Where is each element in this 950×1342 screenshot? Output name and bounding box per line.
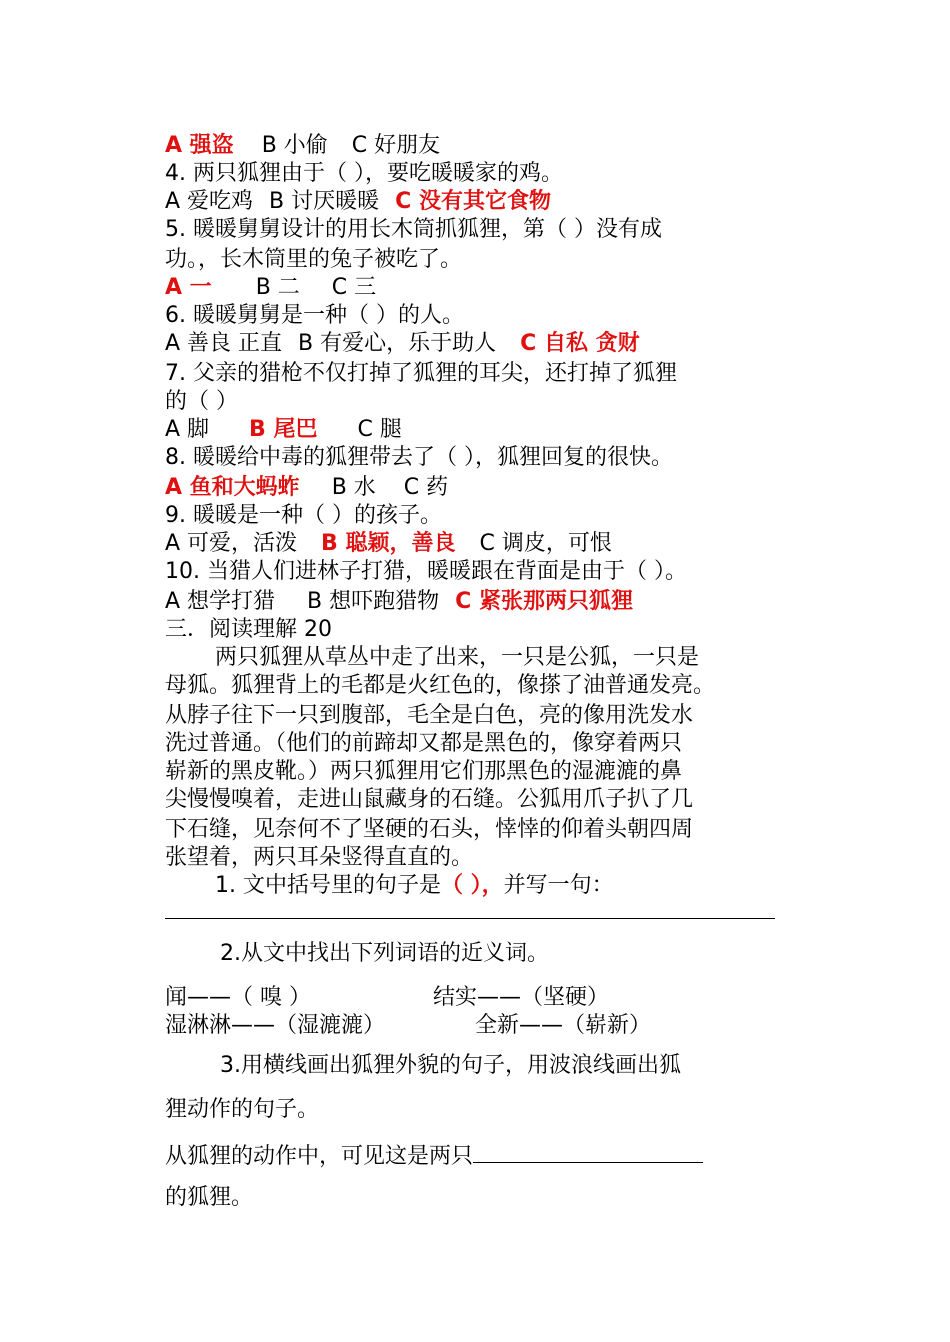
reading-q1-stem: 1. 文中括号里的句子是 [215, 873, 441, 898]
reading-q2-stem: 2.从文中找出下列词语的近义词。 [220, 941, 549, 966]
q5-option-c: C 三 [331, 275, 377, 300]
q4-option-b: B 讨厌暖暖 [269, 189, 380, 214]
passage-line: 从脖子往下一只到腹部，毛全是白色，亮的像用洗发水 [165, 703, 694, 728]
q5-stem-line1: 5. 暖暖舅舅设计的用长木筒抓狐狸，第（ ）没有成 [165, 217, 662, 242]
q8-option-b: B 水 [331, 475, 376, 500]
synonym-pair: 结实——（坚硬） [433, 985, 610, 1010]
q10-option-a: A 想学打猎 [165, 589, 276, 614]
q7-option-a: A 脚 [165, 417, 210, 442]
answer-blank[interactable] [473, 1140, 703, 1163]
q5-option-b: B 二 [255, 275, 300, 300]
reading-q3-stem-line2: 狸动作的句子。 [165, 1097, 320, 1122]
reading-q1-tail: 并写一句： [503, 873, 614, 898]
q10-option-c: C 紧张那两只狐狸 [455, 589, 633, 614]
q3-option-c: C 好朋友 [351, 133, 441, 158]
q10-option-b: B 想吓跑猎物 [307, 589, 440, 614]
q9-stem: 9. 暖暖是一种（ ）的孩子。 [165, 503, 442, 528]
q4-stem: 4. 两只狐狸由于（ ），要吃暖暖家的鸡。 [165, 161, 563, 186]
answer-blank-line[interactable] [165, 918, 775, 919]
q10-options [165, 588, 633, 616]
q6-option-a: A 善良 正直 [165, 331, 283, 356]
q5-options [165, 274, 376, 302]
q6-option-c: C 自私 贪财 [520, 331, 640, 356]
q7-stem-line1: 7. 父亲的猎枪不仅打掉了狐狸的耳尖，还打掉了狐狸 [165, 361, 677, 386]
reading-q3-fill [165, 1140, 703, 1171]
q3-option-b: B 小偷 [261, 133, 328, 158]
reading-q1 [165, 872, 614, 900]
q4-options [165, 188, 551, 216]
passage-line: 崭新的黑皮靴。）两只狐狸用它们那黑色的湿漉漉的鼻 [165, 759, 683, 784]
reading-q3-fill-end: 的狐狸。 [165, 1185, 254, 1210]
passage-line: 两只狐狸从草丛中走了出来，一只是公狐，一只是 [215, 645, 700, 670]
reading-q1-answer: （ ）， [440, 873, 504, 898]
q7-options [165, 416, 402, 444]
passage-line: 洗过普通。（他们的前蹄却又都是黑色的，像穿着两只 [165, 731, 683, 756]
synonym-pair: 湿淋淋——（湿漉漉） [165, 1013, 386, 1038]
q4-option-c: C 没有其它食物 [395, 189, 551, 214]
q10-stem: 10. 当猎人们进林子打猎，暖暖跟在背面是由于（ ）。 [165, 559, 687, 584]
section-heading: 三．阅读理解 20 [165, 617, 332, 642]
q7-option-b: B 尾巴 [249, 417, 318, 442]
synonym-pair: 全新——（崭新） [475, 1013, 652, 1038]
reading-q3-fill-text: 从狐狸的动作中，可见这是两只 [165, 1144, 474, 1169]
q8-option-c: C 药 [403, 475, 449, 500]
q3-option-a: A 强盗 [165, 133, 234, 158]
reading-q3-stem-line1: 3.用横线画出狐狸外貌的句子，用波浪线画出狐 [220, 1053, 681, 1078]
q5-stem-line2: 功。，长木筒里的兔子被吃了。 [165, 247, 463, 272]
synonym-pair: 闻——（ 嗅 ） [165, 985, 311, 1010]
passage-line: 下石缝，见奈何不了坚硬的石头，悻悻的仰着头朝四周 [165, 817, 694, 842]
q9-option-a: A 可爱，活泼 [165, 531, 298, 556]
q4-option-a: A 爱吃鸡 [165, 189, 254, 214]
q8-stem: 8. 暖暖给中毒的狐狸带去了（ ），狐狸回复的很快。 [165, 445, 673, 470]
q7-option-c: C 腿 [357, 417, 402, 442]
q5-option-a: A 一 [165, 275, 212, 300]
passage-line: 母狐。狐狸背上的毛都是火红色的，像搽了油普通发亮。 [165, 673, 716, 698]
q6-option-b: B 有爱心，乐于助人 [298, 331, 497, 356]
q8-options [165, 474, 448, 502]
q3-options [165, 132, 440, 160]
q9-options [165, 530, 612, 558]
q6-stem: 6. 暖暖舅舅是一种（ ）的人。 [165, 303, 464, 328]
q8-option-a: A 鱼和大蚂蚱 [165, 475, 300, 500]
passage-line: 张望着，两只耳朵竖得直直的。 [165, 845, 474, 870]
q6-options [165, 330, 640, 358]
passage-line: 尖慢慢嗅着，走进山鼠藏身的石缝。公狐用爪子扒了几 [165, 787, 694, 812]
q9-option-c: C 调皮，可恨 [479, 531, 612, 556]
q9-option-b: B 聪颖，善良 [321, 531, 456, 556]
q7-stem-line2: 的（ ） [165, 389, 238, 414]
